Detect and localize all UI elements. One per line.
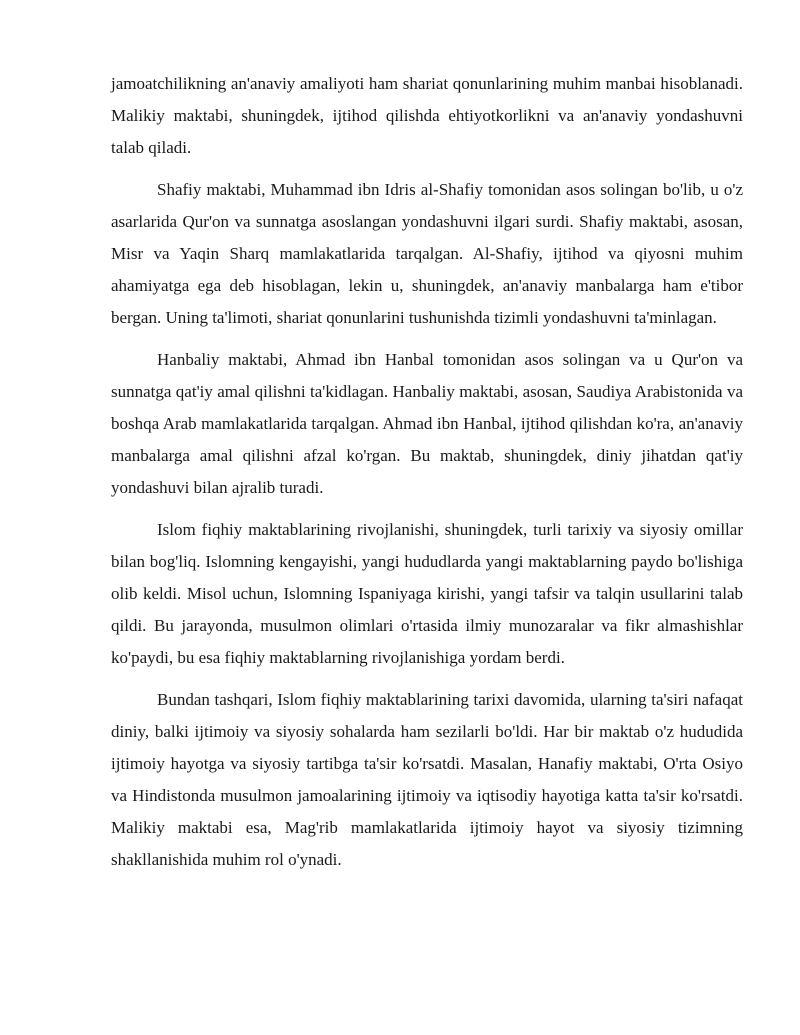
paragraph-development: Islom fiqhiy maktablarining rivojlanishi, shuningdek, turli tarixiy va siyosiy omillar bilan bog'liq. Islomning kengayishi, yangi hududlarda yangi maktablarning paydo bo'lishiga olib keldi. Misol uchun, Islomning Ispaniyaga kirishi, yangi tafsir va talqin usullarini talab qildi. Bu jarayonda, musulmon olimlari o'rtasida ilmiy munozaralar va fikr almashishlar ko'paydi, bu esa fiqhiy maktablarning rivojlanishiga yordam berdi.: [111, 520, 743, 667]
paragraph-continued: jamoatchilikning an'anaviy amaliyoti ham shariat qonunlarining muhim manbai hisoblanadi. Malikiy maktabi, shuningdek, ijtihod qilishda ehtiyotkorlikni va an'anaviy yondashuvni talab qiladi.: [111, 74, 743, 157]
document-page: [111, 68, 743, 886]
paragraph-influence: Bundan tashqari, Islom fiqhiy maktablarining tarixi davomida, ularning ta'siri nafaqat diniy, balki ijtimoiy va siyosiy sohalarda ham sezilarli bo'ldi. Har bir maktab o'z hududida ijtimoiy hayotga va siyosiy tartibga ta'sir ko'rsatdi. Masalan, Hanafiy maktabi, O'rta Osiyo va Hindistonda musulmon jamoalarining ijtimoiy va iqtisodiy hayotiga katta ta'sir ko'rsatdi. Malikiy maktabi esa, Mag'rib mamlakatlarida ijtimoiy hayot va siyosiy tizimning shakllanishida muhim rol o'ynadi.: [111, 690, 743, 869]
paragraph-hanbaliy: Hanbaliy maktabi, Ahmad ibn Hanbal tomonidan asos solingan va u Qur'on va sunnatga qat'iy amal qilishni ta'kidlagan. Hanbaliy maktabi, asosan, Saudiya Arabistonida va boshqa Arab mamlakatlarida tarqalgan. Ahmad ibn Hanbal, ijtihod qilishdan ko'ra, an'anaviy manbalarga amal qilishni afzal ko'rgan. Bu maktab, shuningdek, diniy jihatdan qat'iy yondashuvi bilan ajralib turadi.: [111, 350, 743, 497]
paragraph-shafiy: Shafiy maktabi, Muhammad ibn Idris al-Shafiy tomonidan asos solingan bo'lib, u o'z asarlarida Qur'on va sunnatga asoslangan yondashuvni ilgari surdi. Shafiy maktabi, asosan, Misr va Yaqin Sharq mamlakatlarida tarqalgan. Al-Shafiy, ijtihod va qiyosni muhim ahamiyatga ega deb hisoblagan, lekin u, shuningdek, an'anaviy manbalarga ham e'tibor bergan. Uning ta'limoti, shariat qonunlarini tushunishda tizimli yondashuvni ta'minlagan.: [111, 180, 743, 327]
